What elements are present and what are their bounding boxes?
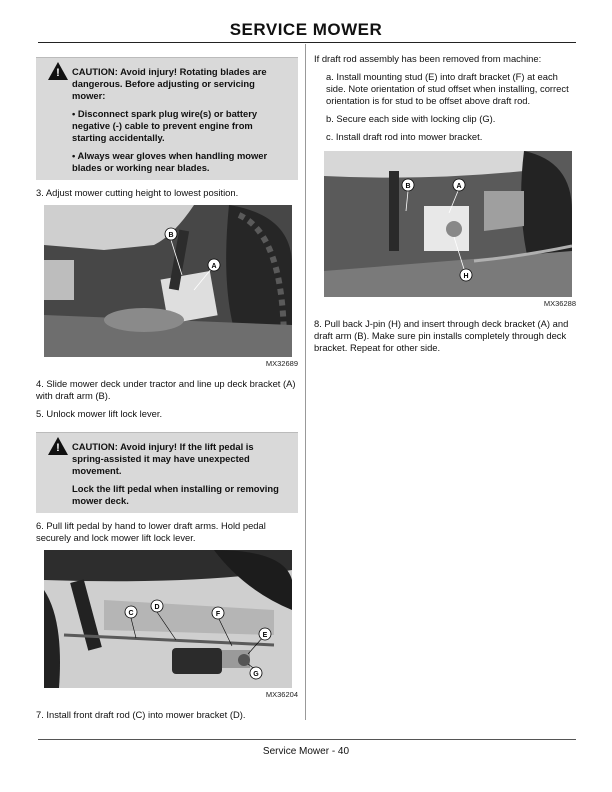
photo-j-pin-image xyxy=(324,151,572,297)
sub-step-a: a. Install mounting stud (E) into draft bracket (F) at each side. Note orientation of stud offset when installing, correct orientation is for stud to be offset above draft rod. xyxy=(326,71,569,106)
step-8: 8. Pull back J-pin (H) and insert through deck bracket (A) and draft arm (B). Make sure pin installs completely through deck bracket. Repeat for other side. xyxy=(314,318,569,353)
step-7: 7. Install front draft rod (C) into mower bracket (D). xyxy=(36,709,246,720)
svg-text:B: B xyxy=(168,232,174,239)
step-6: 6. Pull lift pedal by hand to lower draft arms. Hold pedal securely and lock mower lift lock lever. xyxy=(36,520,266,543)
sub-step-b: b. Secure each side with locking clip (G). xyxy=(326,113,496,124)
photo-deck-bracket-image xyxy=(44,205,292,357)
right-column xyxy=(314,53,576,360)
step-3: 3. Adjust mower cutting height to lowest position. xyxy=(36,187,239,198)
callout-h xyxy=(460,269,472,281)
caution-heading: ! CAUTION: Avoid injury! If the lift pedal is spring-assisted it may have unexpected movement. xyxy=(48,441,286,477)
callout-g xyxy=(250,667,262,679)
footer-rule xyxy=(38,739,576,740)
callout-b xyxy=(402,179,414,191)
intro-text: If draft rod assembly has been removed from machine: xyxy=(314,53,542,64)
svg-text:A: A xyxy=(211,263,217,270)
svg-text:B: B xyxy=(405,183,411,190)
caution-heading: ! CAUTION: Avoid injury! Rotating blades are dangerous. Before adjusting or servicing mower: xyxy=(48,66,286,102)
photo-caption: MX32689 xyxy=(265,359,298,368)
svg-text:E: E xyxy=(262,632,268,639)
callout-c xyxy=(125,606,137,618)
callout-b xyxy=(165,228,177,240)
step-4: 4. Slide mower deck under tractor and line up deck bracket (A) with draft arm (B). xyxy=(36,378,296,401)
caution-bullet: • Always wear gloves when handling mower blades or working near blades. xyxy=(72,150,268,173)
svg-text:C: C xyxy=(128,610,134,617)
photo-mx32689 xyxy=(44,205,292,357)
callout-f xyxy=(212,607,224,619)
svg-text:D: D xyxy=(154,604,160,611)
title-rule xyxy=(38,42,576,43)
caution-text: CAUTION: Avoid injury! If the lift pedal is spring-assisted it may have unexpected movement. xyxy=(72,441,254,476)
photo-caption: MX36204 xyxy=(265,690,298,699)
callout-d xyxy=(151,600,163,612)
page-footer: Service Mower - 40 xyxy=(262,746,350,757)
page-title: SERVICE MOWER xyxy=(229,20,383,39)
sub-step-c: c. Install draft rod into mower bracket. xyxy=(326,131,483,142)
svg-text:G: G xyxy=(253,671,259,678)
column-divider xyxy=(305,44,306,720)
photo-mx36288 xyxy=(324,151,572,297)
caution-box-blades xyxy=(36,57,298,180)
photo-draft-rod-image xyxy=(44,550,292,688)
svg-text:H: H xyxy=(463,273,469,280)
callout-e xyxy=(259,628,271,640)
callout-a xyxy=(208,259,220,271)
left-column xyxy=(36,57,298,727)
photo-mx36204 xyxy=(44,550,292,688)
caution-bullet: • Disconnect spark plug wire(s) or battery negative (-) cable to prevent engine from starting accidentally. xyxy=(72,108,258,143)
caution-text: CAUTION: Avoid injury! Rotating blades are dangerous. Before adjusting or servicing mower: xyxy=(72,66,267,101)
callout-a xyxy=(453,179,465,191)
caution-text: Lock the lift pedal when installing or removing mower deck. xyxy=(72,483,279,506)
photo-caption: MX36288 xyxy=(543,299,576,308)
svg-text:A: A xyxy=(456,183,462,190)
caution-box-lift-pedal xyxy=(36,432,298,513)
svg-text:F: F xyxy=(215,611,221,618)
step-5: 5. Unlock mower lift lock lever. xyxy=(36,408,163,419)
